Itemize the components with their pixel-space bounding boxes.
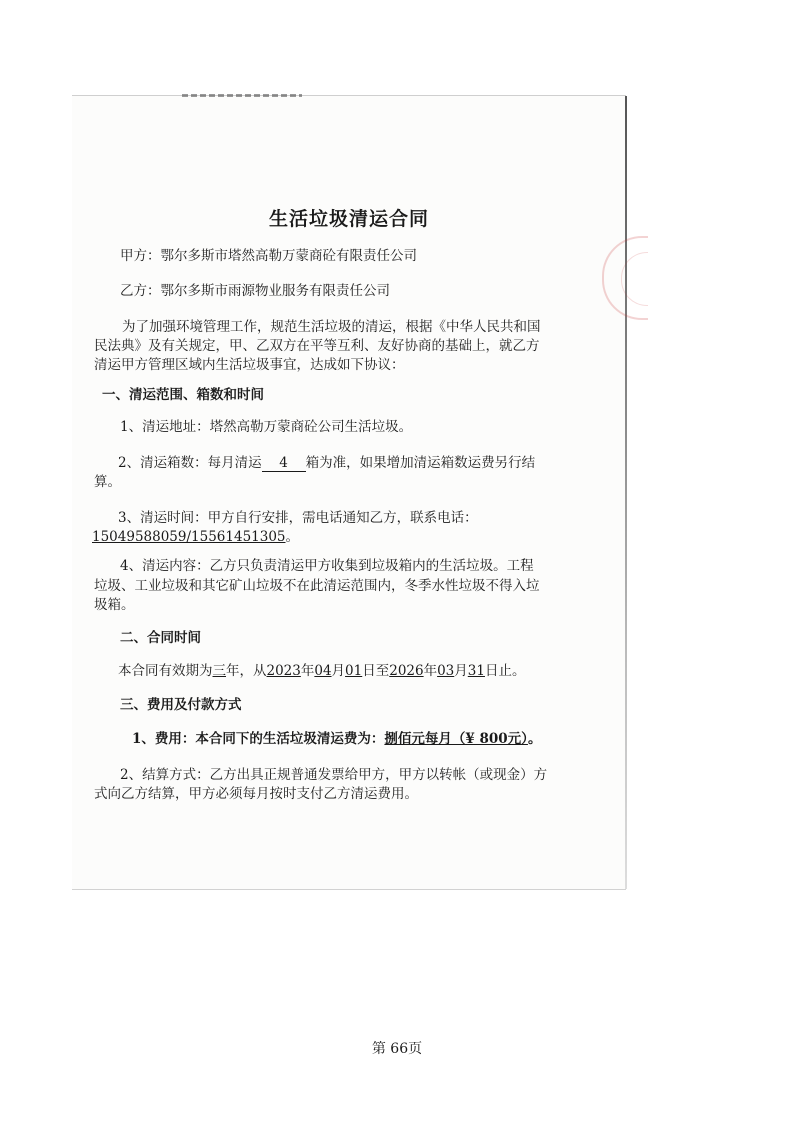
- intro-line-1: 为了加强环境管理工作，规范生活垃圾的清运，根据《中华人民共和国: [122, 319, 541, 335]
- contract-term: 本合同有效期为三年，从2023年04月01日至2026年03月31日止。: [118, 663, 526, 679]
- section-3-heading: 三、费用及付款方式: [120, 697, 242, 713]
- start-year: 2023: [266, 663, 301, 679]
- item-4-content-line-2: 垃圾、工业垃圾和其它矿山垃圾不在此清运范围内，冬季水性垃圾不得入垃: [94, 578, 540, 594]
- party-a: 甲方：鄂尔多斯市塔然高勒万蒙商砼有限责任公司: [120, 248, 417, 264]
- item-1-address: 1、清运地址：塔然高勒万蒙商砼公司生活垃圾。: [120, 419, 413, 435]
- start-day: 01: [345, 663, 363, 679]
- item-4-content-line-1: 4、清运内容：乙方只负责清运甲方收集到垃圾箱内的生活垃圾。工程: [120, 558, 534, 574]
- term-years: 三: [212, 663, 226, 679]
- box-count-value: 4: [262, 456, 306, 472]
- intro-line-2: 民法典》及有关规定，甲、乙双方在平等互利、友好协商的基础上，就乙方: [94, 338, 540, 354]
- item-4-content-line-3: 圾箱。: [94, 597, 135, 613]
- intro-line-3: 清运甲方管理区域内生活垃圾事宜，达成如下协议：: [94, 357, 405, 373]
- scanned-contract-page: [72, 95, 626, 890]
- scan-artifact-top: [182, 94, 302, 97]
- item-2-line-2: 算。: [94, 474, 121, 490]
- party-b: 乙方：鄂尔多斯市雨源物业服务有限责任公司: [120, 283, 390, 299]
- section-2-heading: 二、合同时间: [120, 630, 201, 646]
- contact-phone: 15049588059/15561451305: [92, 529, 286, 545]
- fee-line: 1、费用：本合同下的生活垃圾清运费为：捌佰元每月（¥ 800元）。: [132, 731, 542, 747]
- item-2-count: 2、清运箱数：每月清运 4 箱为准，如果增加清运箱数运费另行结: [118, 455, 536, 471]
- contract-title: 生活垃圾清运合同: [268, 208, 429, 230]
- section-1-heading: 一、清运范围、箱数和时间: [102, 387, 264, 403]
- payment-line-1: 2、结算方式：乙方出具正规普通发票给甲方，甲方以转帐（或现金）方: [120, 767, 548, 783]
- page-number: 第 66页: [371, 1041, 423, 1057]
- payment-line-2: 式向乙方结算，甲方必须每月按时支付乙方清运费用。: [94, 786, 418, 802]
- start-month: 04: [314, 663, 332, 679]
- item-3-time: 3、清运时间：甲方自行安排，需电话通知乙方，联系电话：: [118, 510, 478, 526]
- item-3-phone: 15049588059/15561451305。: [92, 529, 300, 545]
- end-year: 2026: [389, 663, 424, 679]
- end-day: 31: [467, 663, 485, 679]
- fee-value: 捌佰元每月（¥ 800元）: [384, 731, 528, 747]
- end-month: 03: [437, 663, 455, 679]
- red-seal-stamp-partial: [602, 236, 648, 320]
